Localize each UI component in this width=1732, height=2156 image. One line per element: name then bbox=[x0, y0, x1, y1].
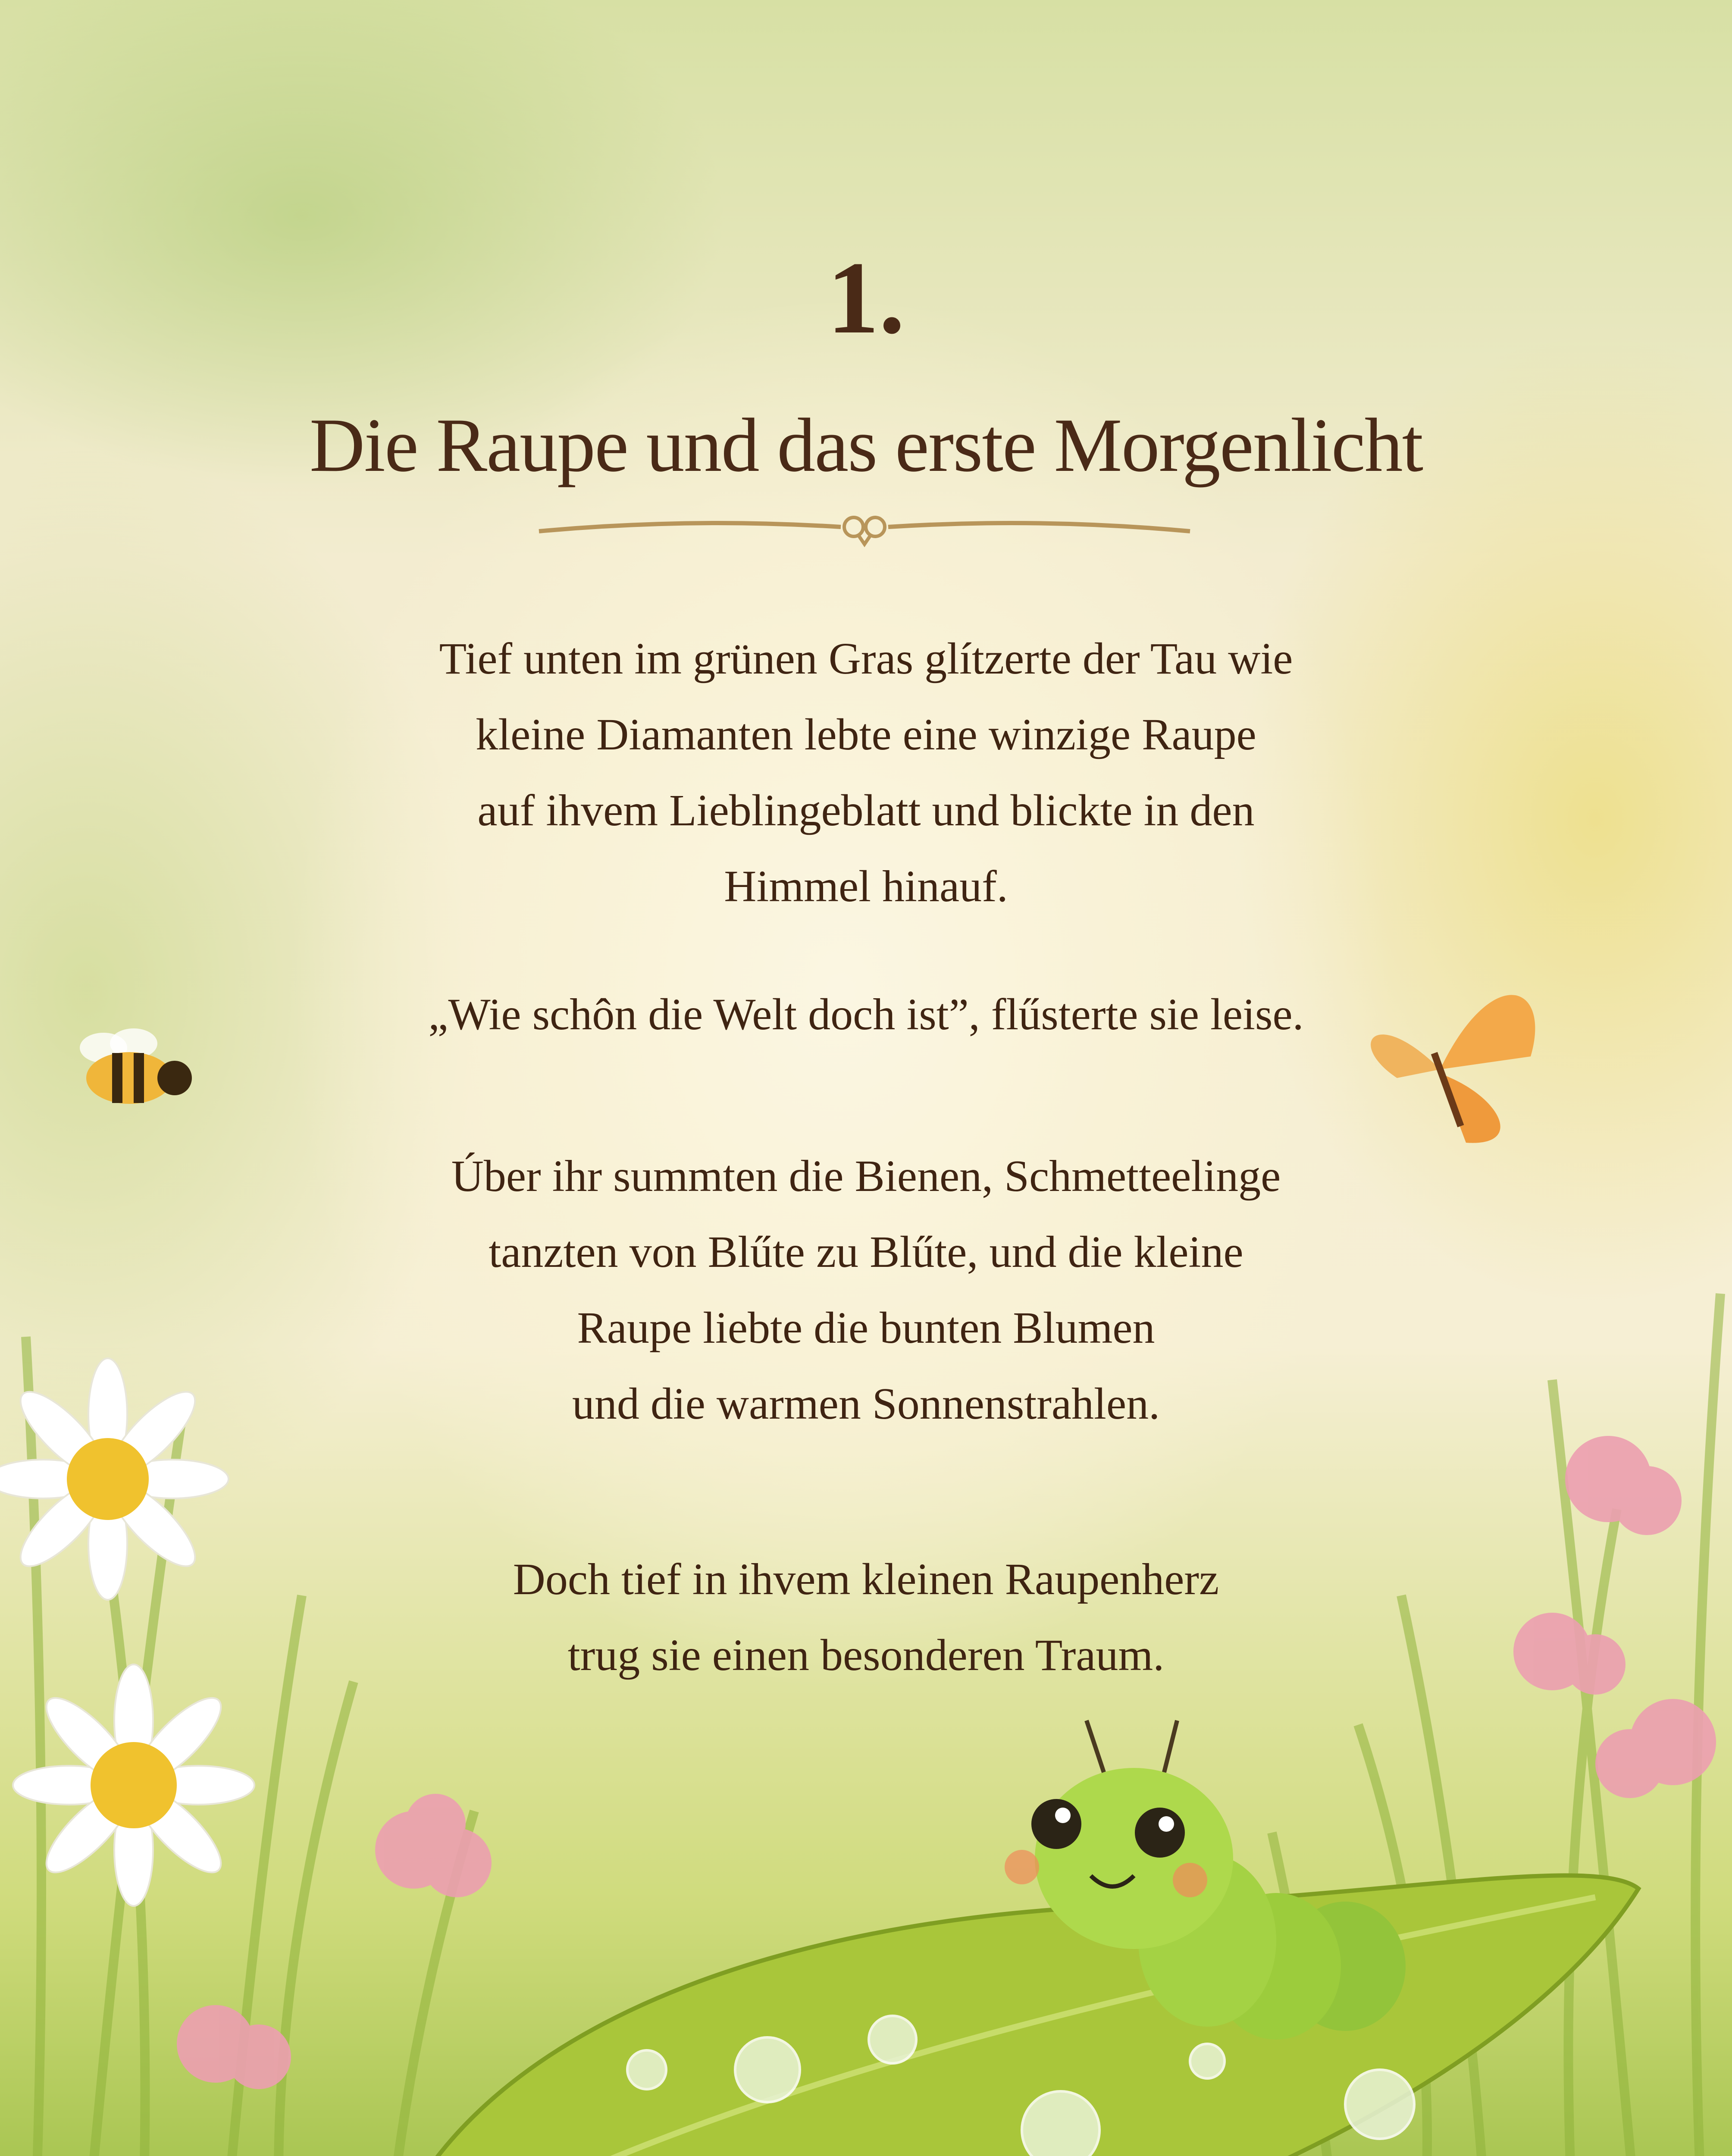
text-line: trug sie einen besonderen Traum. bbox=[567, 1630, 1165, 1680]
text-line: Himmel hinauf. bbox=[724, 862, 1008, 911]
text-line: auf ihvem Lieblingeblatt und blickte in den bbox=[477, 786, 1255, 835]
daisy-icon bbox=[13, 1664, 254, 1906]
leaf-icon bbox=[388, 1875, 1638, 2156]
text-line: Raupe liebte die bunten Blumen bbox=[577, 1303, 1155, 1353]
text-line: Doch tief in ihvem kleinen Raupenherz bbox=[513, 1554, 1219, 1604]
text-line: Úber ihr summten die Bienen, Schmetteelinge bbox=[451, 1151, 1281, 1201]
text-line: kleine Diamanten lebte eine winzige Raupe bbox=[476, 710, 1256, 759]
text-line: und die warmen Sonnenstrahlen. bbox=[572, 1379, 1160, 1429]
chapter-title: Die Raupe und das erste Morgenlicht bbox=[309, 402, 1423, 488]
paragraph-2 bbox=[0, 977, 1732, 1053]
chapter-number: 1. bbox=[827, 240, 905, 355]
paragraph-4 bbox=[0, 1542, 1732, 1693]
paragraph-3 bbox=[0, 1138, 1732, 1442]
text-line: Tief unten im grünen Gras glítzerte der Tau wie bbox=[439, 634, 1293, 683]
text-line: „Wie schôn die Welt doch ist”, flűsterte sie leise. bbox=[428, 990, 1304, 1039]
paragraph-1 bbox=[0, 621, 1732, 924]
text-line: tanzten von Blűte zu Blűte, und die kleine bbox=[489, 1227, 1243, 1277]
